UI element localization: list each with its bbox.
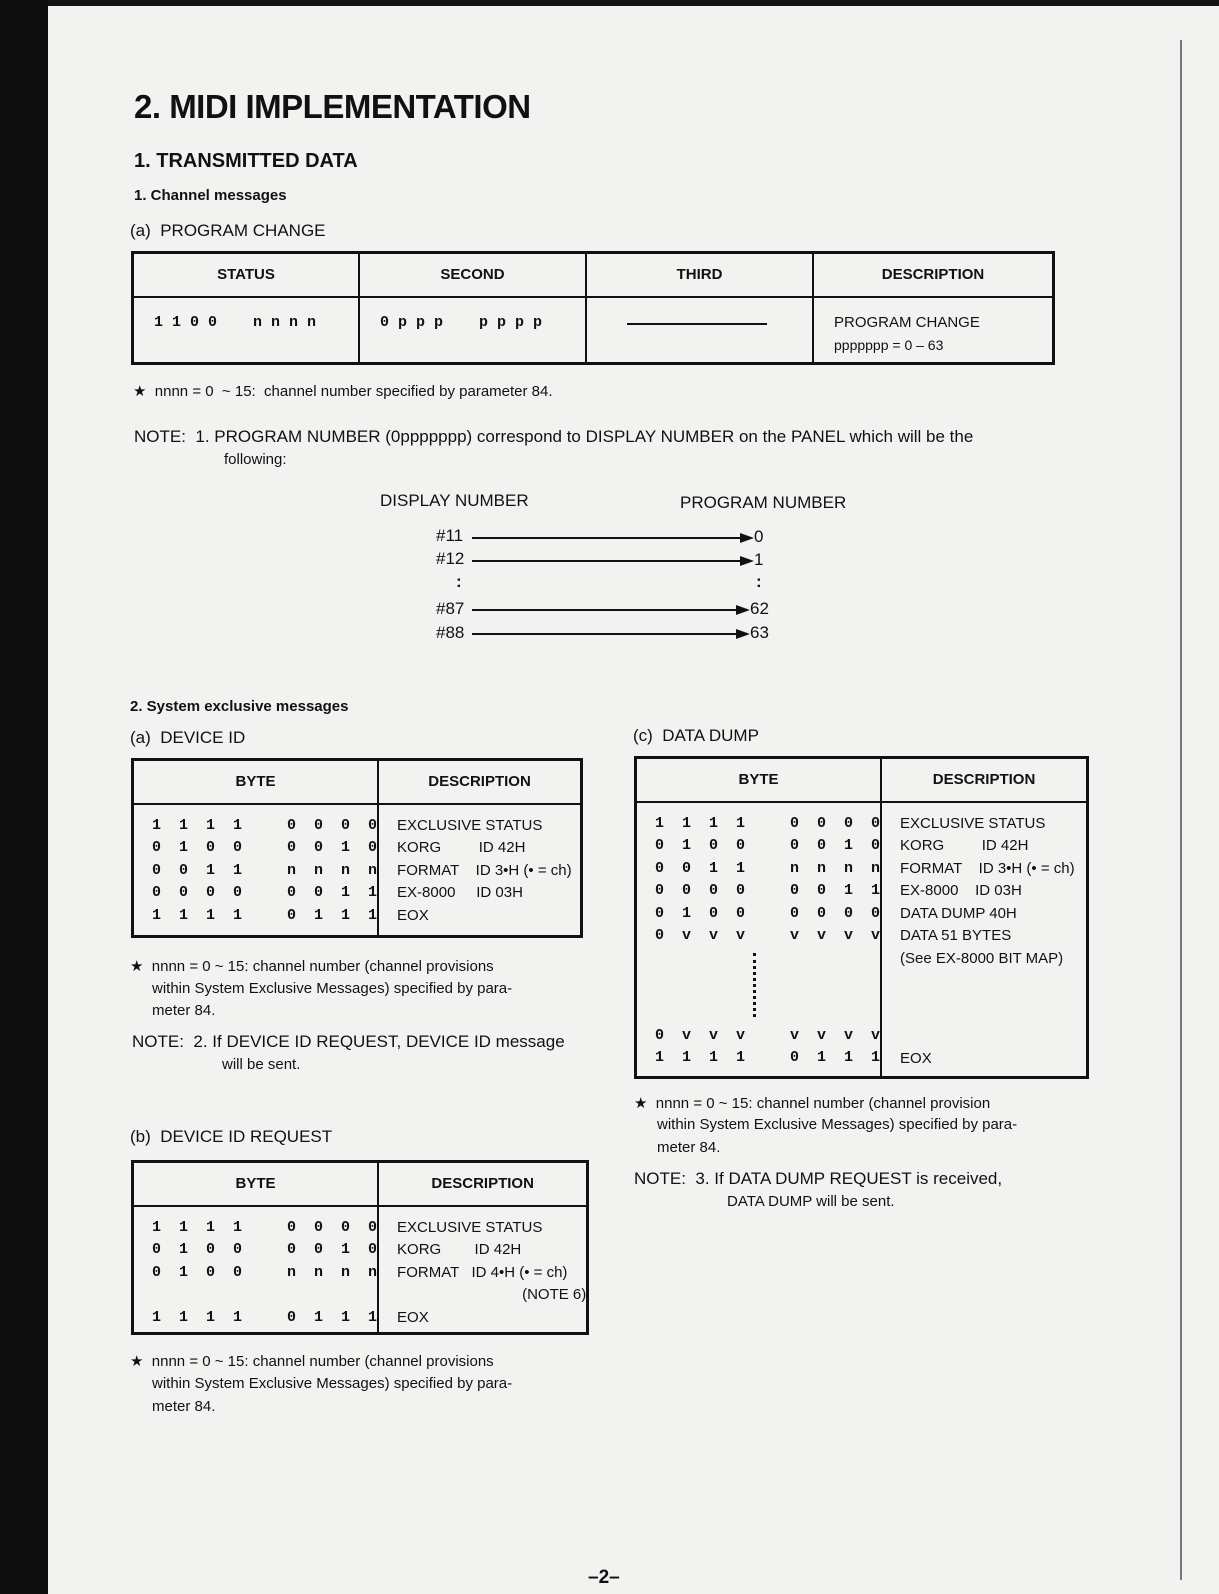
description-cell bbox=[378, 1206, 588, 1334]
arrow-head bbox=[740, 556, 754, 566]
data-dump-eox: EOX bbox=[900, 1049, 932, 1067]
byte-header: BYTE bbox=[636, 758, 882, 802]
description-cell bbox=[378, 804, 581, 937]
second-header: SECOND bbox=[359, 253, 586, 297]
display-12: #12 bbox=[436, 549, 465, 568]
page-title: 2. MIDI IMPLEMENTATION bbox=[134, 88, 531, 125]
display-number-header: DISPLAY NUMBER bbox=[380, 491, 529, 510]
description-header: DESCRIPTION bbox=[813, 253, 1054, 297]
note-2-line-2: will be sent. bbox=[222, 1056, 301, 1073]
status-header: STATUS bbox=[133, 253, 360, 297]
device-id-request-footnote-1: ★ nnnn = 0 ~ 15: channel number (channel provisions bbox=[130, 1353, 494, 1370]
data-dump-bits-end: 0 v v v v v v v 1 1 1 1 0 1 1 1 bbox=[655, 1026, 881, 1066]
status-bits: 1 1 0 0 n n n n bbox=[154, 313, 317, 331]
program-range-desc: ppppppp = 0 – 63 bbox=[834, 337, 944, 353]
program-change-table bbox=[131, 251, 1055, 365]
section-heading: 1. TRANSMITTED DATA bbox=[134, 150, 358, 172]
sysex-heading: 2. System exclusive messages bbox=[130, 698, 349, 715]
byte-cell bbox=[133, 804, 379, 937]
description-cell bbox=[813, 297, 1054, 364]
scan-top-border bbox=[48, 0, 1219, 6]
device-id-request-label: (b) DEVICE ID REQUEST bbox=[130, 1127, 333, 1146]
note-3-line-1: NOTE: 3. If DATA DUMP REQUEST is received, bbox=[634, 1169, 1003, 1188]
display-88: #88 bbox=[436, 623, 465, 642]
device-id-request-footnote-2: within System Exclusive Messages) specified by para- bbox=[152, 1375, 513, 1392]
description-cell bbox=[881, 802, 1087, 1078]
note-1-line-1: NOTE: 1. PROGRAM NUMBER (0ppppppp) correspond to DISPLAY NUMBER on the PANEL which will be the bbox=[134, 427, 974, 446]
arrow-line bbox=[472, 560, 742, 562]
arrow-head bbox=[736, 629, 750, 639]
second-bits: 0 p p p p p p p bbox=[380, 313, 543, 331]
display-ellipsis: : bbox=[456, 572, 462, 591]
device-id-desc: EXCLUSIVE STATUS KORG ID 42H FORMAT ID 3•H (• = ch) EX-8000 ID 03H EOX bbox=[397, 816, 572, 924]
description-header: DESCRIPTION bbox=[881, 758, 1087, 802]
page-number: –2– bbox=[588, 1567, 620, 1588]
data-dump-footnote-3: meter 84. bbox=[657, 1139, 721, 1156]
program-ellipsis: : bbox=[756, 572, 762, 591]
note-1-line-2: following: bbox=[224, 451, 287, 468]
device-id-footnote-1: ★ nnnn = 0 ~ 15: channel number (channel provisions bbox=[130, 958, 494, 975]
third-cell bbox=[586, 297, 813, 364]
description-header: DESCRIPTION bbox=[378, 1162, 588, 1206]
data-dump-table bbox=[634, 756, 1089, 1079]
byte-cell bbox=[636, 802, 882, 1078]
program-number-header: PROGRAM NUMBER bbox=[680, 493, 847, 512]
display-11: #11 bbox=[436, 526, 464, 545]
device-id-table bbox=[131, 758, 583, 938]
status-cell bbox=[133, 297, 360, 364]
arrow-line bbox=[472, 537, 742, 539]
scan-left-border bbox=[0, 0, 48, 1594]
arrow-head bbox=[736, 605, 750, 615]
data-dump-bits: 1 1 1 1 0 0 0 0 0 1 0 0 0 0 1 0 0 0 1 1 n n n n 0 0 0 0 0 0 1 1 0 1 0 0 0 0 0 0 0 v v v v v v v bbox=[655, 814, 881, 944]
third-header: THIRD bbox=[586, 253, 813, 297]
device-id-bits: 1 1 1 1 0 0 0 0 0 1 0 0 0 0 1 0 0 0 1 1 n n n n 0 0 0 0 0 0 1 1 1 1 1 1 0 1 1 1 bbox=[152, 816, 378, 924]
program-0: 0 bbox=[754, 527, 764, 546]
data-dump-footnote-2: within System Exclusive Messages) specified by para- bbox=[657, 1116, 1018, 1133]
vertical-ellipsis bbox=[753, 953, 758, 1017]
device-id-footnote-3: meter 84. bbox=[152, 1002, 216, 1019]
program-63: 63 bbox=[750, 623, 769, 642]
device-id-request-footnote-3: meter 84. bbox=[152, 1398, 216, 1415]
arrow-line bbox=[472, 633, 740, 635]
note-2-line-1: NOTE: 2. If DEVICE ID REQUEST, DEVICE ID message bbox=[132, 1032, 565, 1051]
device-id-request-desc: EXCLUSIVE STATUS KORG ID 42H FORMAT ID 4•H (• = ch) (NOTE 6) EOX bbox=[397, 1218, 587, 1326]
byte-header: BYTE bbox=[133, 1162, 379, 1206]
program-change-footnote: ★ nnnn = 0 ~ 15: channel number specified by parameter 84. bbox=[133, 383, 553, 400]
program-change-label: (a) PROGRAM CHANGE bbox=[130, 221, 326, 240]
arrow-head bbox=[740, 533, 754, 543]
second-cell bbox=[359, 297, 586, 364]
scan-right-edge bbox=[1180, 40, 1182, 1580]
channel-messages-heading: 1. Channel messages bbox=[134, 187, 287, 204]
data-dump-footnote-1: ★ nnnn = 0 ~ 15: channel number (channel provision bbox=[634, 1095, 991, 1112]
note-3-line-2: DATA DUMP will be sent. bbox=[727, 1193, 895, 1210]
data-dump-label: (c) DATA DUMP bbox=[633, 726, 759, 745]
device-id-request-table bbox=[131, 1160, 589, 1335]
empty-dash bbox=[627, 323, 767, 325]
program-change-desc: PROGRAM CHANGE bbox=[834, 313, 980, 331]
byte-cell bbox=[133, 1206, 379, 1334]
description-header: DESCRIPTION bbox=[378, 760, 581, 804]
device-id-footnote-2: within System Exclusive Messages) specified by para- bbox=[152, 980, 513, 997]
program-62: 62 bbox=[750, 599, 769, 618]
byte-header: BYTE bbox=[133, 760, 379, 804]
program-1: 1 bbox=[754, 550, 764, 569]
device-id-request-bits: 1 1 1 1 0 0 0 0 0 1 0 0 0 0 1 0 0 1 0 0 n n n n 1 1 1 1 0 1 1 1 bbox=[152, 1218, 378, 1326]
display-87: #87 bbox=[436, 599, 465, 618]
device-id-label: (a) DEVICE ID bbox=[130, 728, 246, 747]
data-dump-desc: EXCLUSIVE STATUS KORG ID 42H FORMAT ID 3•H (• = ch) EX-8000 ID 03H DATA DUMP 40H DATA 51 BYTES (See EX-8000 BIT MAP) bbox=[900, 814, 1075, 967]
arrow-line bbox=[472, 609, 740, 611]
